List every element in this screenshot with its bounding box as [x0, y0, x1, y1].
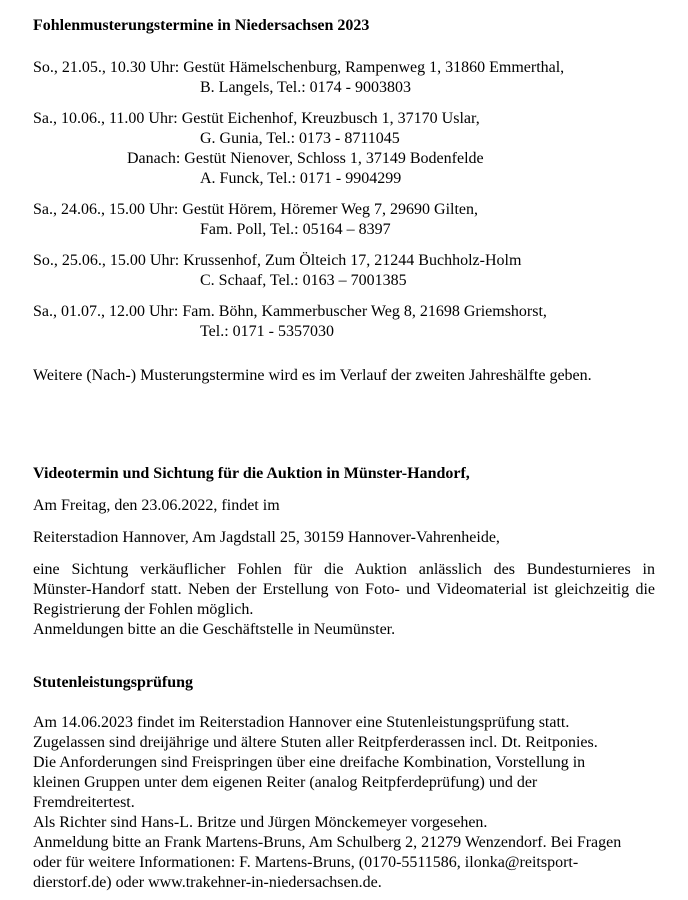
entry-contact-line: G. Gunia, Tel.: 0173 - 8711045 — [200, 130, 400, 147]
paragraph-line: dierstorf.de) oder www.trakehner-in-niedersachsen.de. — [33, 874, 382, 891]
paragraph-line: Fremdreitertest. — [33, 794, 135, 811]
videotermin-paragraph — [33, 560, 655, 640]
entry-date-line: Sa., 01.07., 12.00 Uhr: Fam. Böhn, Kammerbuscher Weg 8, 21698 Griemshorst, — [33, 303, 547, 320]
paragraph-line: eine Sichtung verkäuflicher Fohlen für die Auktion anlässlich des Bundesturnieres in — [33, 561, 655, 578]
paragraph-line: kleinen Gruppen unter dem eigenen Reiter (analog Reitpferdeprüfung) und der — [33, 774, 538, 791]
entry-contact-line: B. Langels, Tel.: 0174 - 9003803 — [200, 79, 412, 96]
entry-contact-line: Fam. Poll, Tel.: 05164 – 8397 — [200, 221, 391, 238]
entry-date-line: So., 21.05., 10.30 Uhr: Gestüt Hämelschenburg, Rampenweg 1, 31860 Emmerthal, — [33, 59, 565, 76]
section-title-videotermin: Videotermin und Sichtung für die Auktion in Münster-Handorf, — [33, 465, 470, 482]
entry-contact-line: Tel.: 0171 - 5357030 — [200, 323, 334, 340]
entry-contact-line: A. Funck, Tel.: 0171 - 9904299 — [200, 170, 402, 187]
schedule-entry — [33, 109, 655, 189]
videotermin-intro-line: Am Freitag, den 23.06.2022, findet im — [33, 497, 280, 514]
paragraph-line: Anmeldungen bitte an die Geschäftstelle in Neumünster. — [33, 621, 396, 638]
entry-date-line: Sa., 24.06., 15.00 Uhr: Gestüt Hörem, Höremer Weg 7, 29690 Gilten, — [33, 201, 479, 218]
schedule-entry — [33, 58, 655, 98]
entry-date-line: So., 25.06., 15.00 Uhr: Krussenhof, Zum Ölteich 17, 21244 Buchholz-Holm — [33, 252, 522, 269]
paragraph-line: Als Richter sind Hans-L. Britze und Jürgen Mönckemeyer vorgesehen. — [33, 814, 488, 831]
schedule-entry — [33, 200, 655, 240]
paragraph-line: Zugelassen sind dreijährige und ältere Stuten aller Reitpferderassen incl. Dt. Reitponies. — [33, 734, 598, 751]
paragraph-line: Anmeldung bitte an Frank Martens-Bruns, Am Schulberg 2, 21279 Wenzendorf. Bei Fragen — [33, 834, 622, 851]
schedule-entry — [33, 302, 655, 342]
section-title-fohlenmusterungstermine: Fohlenmusterungstermine in Niedersachsen 2023 — [33, 17, 370, 34]
paragraph-line: Die Anforderungen sind Freispringen über eine dreifache Kombination, Vorstellung in — [33, 754, 586, 771]
section-title-stutenleistungspruefung: Stutenleistungsprüfung — [33, 674, 194, 691]
paragraph-line: Registrierung der Fohlen möglich. — [33, 601, 254, 618]
entry-contact-line: C. Schaaf, Tel.: 0163 – 7001385 — [200, 272, 407, 289]
further-dates-note: Weitere (Nach-) Musterungstermine wird es im Verlauf der zweiten Jahreshälfte geben. — [33, 367, 592, 384]
entry-danach-line: Danach: Gestüt Nienover, Schloss 1, 37149 Bodenfelde — [127, 150, 484, 167]
paragraph-line: oder für weitere Informationen: F. Martens-Bruns, (0170-5511586, ilonka@reitsport- — [33, 854, 579, 871]
stutenpruefung-paragraph — [33, 713, 655, 893]
entry-date-line: Sa., 10.06., 11.00 Uhr: Gestüt Eichenhof, Kreuzbusch 1, 37170 Uslar, — [33, 110, 480, 127]
schedule-entry — [33, 251, 655, 291]
paragraph-line: Am 14.06.2023 findet im Reiterstadion Hannover eine Stutenleistungsprüfung statt. — [33, 714, 570, 731]
videotermin-location-line: Reiterstadion Hannover, Am Jagdstall 25, 30159 Hannover-Vahrenheide, — [33, 529, 500, 546]
paragraph-line: Münster-Handorf statt. Neben der Erstellung von Foto- und Videomaterial ist gleichzeitig die — [33, 581, 655, 598]
